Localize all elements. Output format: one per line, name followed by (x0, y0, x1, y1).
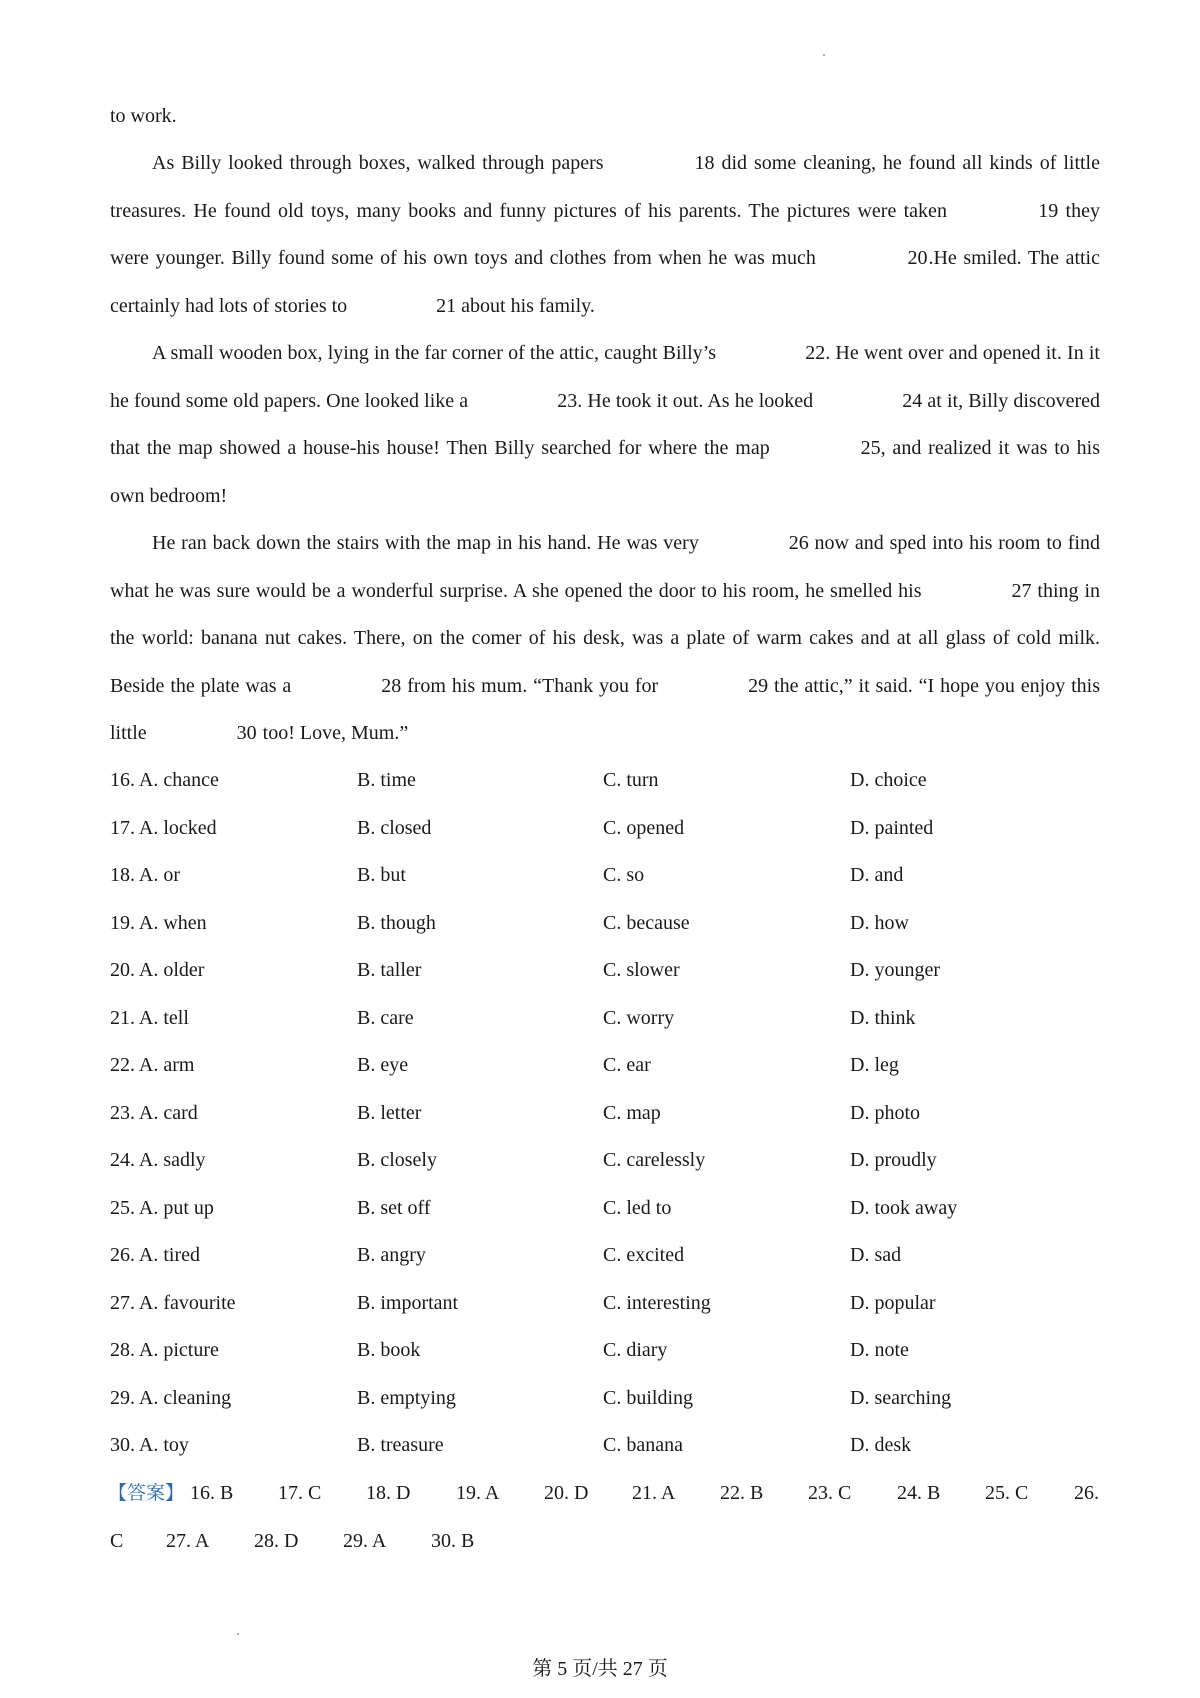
option-a: 27. A. favourite (110, 1291, 236, 1314)
answer-key (110, 1470, 1110, 1565)
option-row-27 (110, 1280, 1110, 1328)
blank-number: 19 (1038, 199, 1059, 222)
answer-key-line-2 (110, 1518, 1110, 1566)
passage-text: too! Love, Mum.” (257, 722, 409, 744)
answer-item: 16. B (190, 1482, 234, 1504)
option-c: C. slower (603, 959, 680, 981)
passage-line-intro: to work. (110, 105, 177, 127)
passage-text: at it, Billy discovered that the map showed a house-his house! Then Billy searched for where the map (110, 389, 1100, 459)
passage-paragraph-3 (110, 520, 1100, 758)
answer-options-list (110, 757, 1110, 1470)
blank-number: 23 (557, 389, 578, 412)
cloze-blank-30 (152, 710, 258, 758)
option-b: B. important (357, 1291, 459, 1314)
passage-paragraph-2 (110, 330, 1100, 520)
option-d: D. searching (850, 1386, 952, 1409)
blank-number: 28 (381, 674, 402, 697)
option-a: 24. A. sadly (110, 1149, 206, 1171)
option-b: B. time (357, 769, 416, 791)
option-b: B. closed (357, 816, 432, 839)
page-footer: 第 5 页/共 27 页 (532, 1658, 668, 1680)
answer-item: 19. A (456, 1482, 500, 1504)
cloze-blank-22 (721, 330, 825, 378)
option-b: B. care (357, 1006, 414, 1029)
answer-item: 25. C (985, 1482, 1029, 1504)
option-d: D. popular (850, 1291, 936, 1314)
option-a: 19. A. when (110, 911, 207, 934)
passage-text: A small wooden box, lying in the far corner of the attic, caught Billy’s (152, 342, 722, 364)
option-c: C. opened (603, 816, 685, 839)
option-row-16 (110, 757, 1110, 805)
passage-text: . He went over and opened it. In it he found some old papers. One looked like a (110, 342, 1100, 412)
option-d: D. sad (850, 1244, 902, 1266)
blank-number: 24 (902, 389, 923, 412)
answer-item: 28. D (254, 1529, 299, 1552)
blank-number: 29 (748, 674, 769, 697)
option-row-29 (110, 1375, 1110, 1423)
passage-text: He ran back down the stairs with the map in his hand. He was very (152, 532, 705, 554)
option-c: C. banana (603, 1434, 683, 1456)
option-b: B. but (357, 864, 406, 886)
answer-item: 18. D (366, 1482, 411, 1504)
option-row-28 (110, 1327, 1110, 1375)
passage-text: thing in the world: banana nut cakes. There, on the comer of his desk, was a plate of warm cakes and at all glass of cold milk. Beside the plate was a (110, 579, 1100, 697)
answer-item: C (110, 1529, 124, 1552)
passage-text: . He took it out. As he looked (577, 389, 819, 412)
option-a: 20. A. older (110, 959, 205, 981)
option-b: B. book (357, 1339, 421, 1361)
cloze-blank-19 (954, 188, 1058, 236)
option-d: D. younger (850, 959, 940, 981)
option-a: 18. A. or (110, 864, 180, 886)
answer-item: 21. A (632, 1482, 676, 1504)
answer-item: 22. B (720, 1482, 764, 1504)
option-a: 25. A. put up (110, 1196, 214, 1219)
option-a: 23. A. card (110, 1101, 198, 1124)
passage-text: .He smiled. The attic certainly had lots of stories to (110, 247, 1100, 317)
cloze-blank-28 (297, 663, 401, 711)
cloze-blank-29 (664, 663, 768, 711)
option-c: C. led to (603, 1196, 672, 1219)
option-row-26 (110, 1232, 1110, 1280)
option-a: 21. A. tell (110, 1006, 189, 1029)
answer-label: 【答案】 (108, 1482, 185, 1504)
cloze-blank-21 (352, 283, 456, 331)
blank-number: 30 (236, 722, 257, 744)
cloze-blank-27 (927, 568, 1031, 616)
option-b: B. eye (357, 1054, 409, 1076)
option-b: B. closely (357, 1149, 437, 1171)
passage-text: As Billy looked through boxes, walked through papers (152, 152, 611, 174)
passage-paragraph-1 (110, 140, 1100, 330)
option-c: C. excited (603, 1244, 685, 1266)
option-b: B. letter (357, 1101, 422, 1124)
option-a: 22. A. arm (110, 1054, 195, 1076)
option-row-24 (110, 1137, 1110, 1185)
option-d: D. desk (850, 1434, 912, 1456)
answer-item: 26. (1074, 1482, 1099, 1504)
blank-number: 21 (436, 294, 457, 317)
scan-speck (237, 1633, 239, 1635)
option-row-18 (110, 852, 1110, 900)
scan-speck (823, 54, 825, 56)
cloze-blank-24 (818, 378, 922, 426)
passage-text: about his family. (456, 294, 595, 317)
option-d: D. leg (850, 1054, 899, 1076)
answer-item: 29. A (343, 1529, 387, 1552)
cloze-blank-20 (822, 235, 928, 283)
option-d: D. think (850, 1006, 916, 1029)
passage-text: did some cleaning, he found all kinds of little treasures. He found old toys, many books and funny pictures of his parents. The pictures were taken (110, 152, 1100, 222)
option-b: B. set off (357, 1196, 431, 1219)
option-c: C. map (603, 1101, 661, 1124)
option-b: B. though (357, 911, 436, 934)
option-b: B. emptying (357, 1386, 456, 1409)
cloze-blank-25 (777, 425, 881, 473)
option-d: D. proudly (850, 1149, 937, 1171)
answer-item: 23. C (808, 1482, 852, 1504)
option-a: 26. A. tired (110, 1244, 200, 1266)
blank-number: 27 (1011, 579, 1032, 602)
blank-number: 25 (860, 437, 881, 459)
answer-item: 27. A (166, 1529, 210, 1552)
blank-number: 26 (788, 532, 809, 554)
option-a: 17. A. locked (110, 816, 217, 839)
option-row-17 (110, 805, 1110, 853)
cloze-blank-23 (473, 378, 577, 426)
option-a: 29. A. cleaning (110, 1386, 232, 1409)
option-d: D. photo (850, 1101, 920, 1124)
cloze-blank-26 (705, 520, 809, 568)
option-d: D. and (850, 864, 904, 886)
option-a: 16. A. chance (110, 769, 219, 791)
option-c: C. because (603, 911, 690, 934)
option-b: B. angry (357, 1244, 426, 1266)
passage-text: , and realized it was to his own bedroom! (110, 437, 1100, 507)
option-c: C. worry (603, 1006, 675, 1029)
passage-text: they were younger. Billy found some of his own toys and clothes from when he was much (110, 199, 1100, 269)
blank-number: 22 (805, 342, 826, 364)
cloze-blank-18 (611, 140, 715, 188)
answer-item: 20. D (544, 1482, 589, 1504)
option-a: 30. A. toy (110, 1434, 189, 1456)
option-c: C. so (603, 864, 645, 886)
option-row-23 (110, 1090, 1110, 1138)
option-b: B. treasure (357, 1434, 444, 1456)
option-row-30 (110, 1422, 1110, 1470)
option-row-20 (110, 947, 1110, 995)
answer-item: 17. C (278, 1482, 322, 1504)
passage-text: the attic,” it said. “I hope you enjoy this little (110, 674, 1100, 744)
option-c: C. interesting (603, 1291, 711, 1314)
passage-text: now and sped into his room to find what he was sure would be a wonderful surprise. A she opened the door to his room, he smelled his (110, 532, 1100, 602)
option-row-19 (110, 900, 1110, 948)
answer-item: 30. B (431, 1529, 475, 1552)
blank-number: 18 (694, 152, 715, 174)
option-row-25 (110, 1185, 1110, 1233)
option-c: C. carelessly (603, 1149, 706, 1171)
answer-key-line-1 (110, 1470, 1110, 1518)
option-d: D. painted (850, 816, 934, 839)
option-c: C. ear (603, 1054, 651, 1076)
option-c: C. building (603, 1386, 694, 1409)
answer-item: 24. B (897, 1482, 941, 1504)
option-d: D. note (850, 1339, 909, 1361)
option-c: C. turn (603, 769, 659, 791)
option-d: D. took away (850, 1196, 958, 1219)
option-a: 28. A. picture (110, 1339, 219, 1361)
passage-text: from his mum. “Thank you for (401, 674, 665, 697)
option-d: D. choice (850, 769, 927, 791)
blank-number: 20 (907, 247, 928, 269)
option-b: B. taller (357, 959, 422, 981)
option-row-22 (110, 1042, 1110, 1090)
option-row-21 (110, 995, 1110, 1043)
option-d: D. how (850, 911, 909, 934)
option-c: C. diary (603, 1339, 668, 1361)
